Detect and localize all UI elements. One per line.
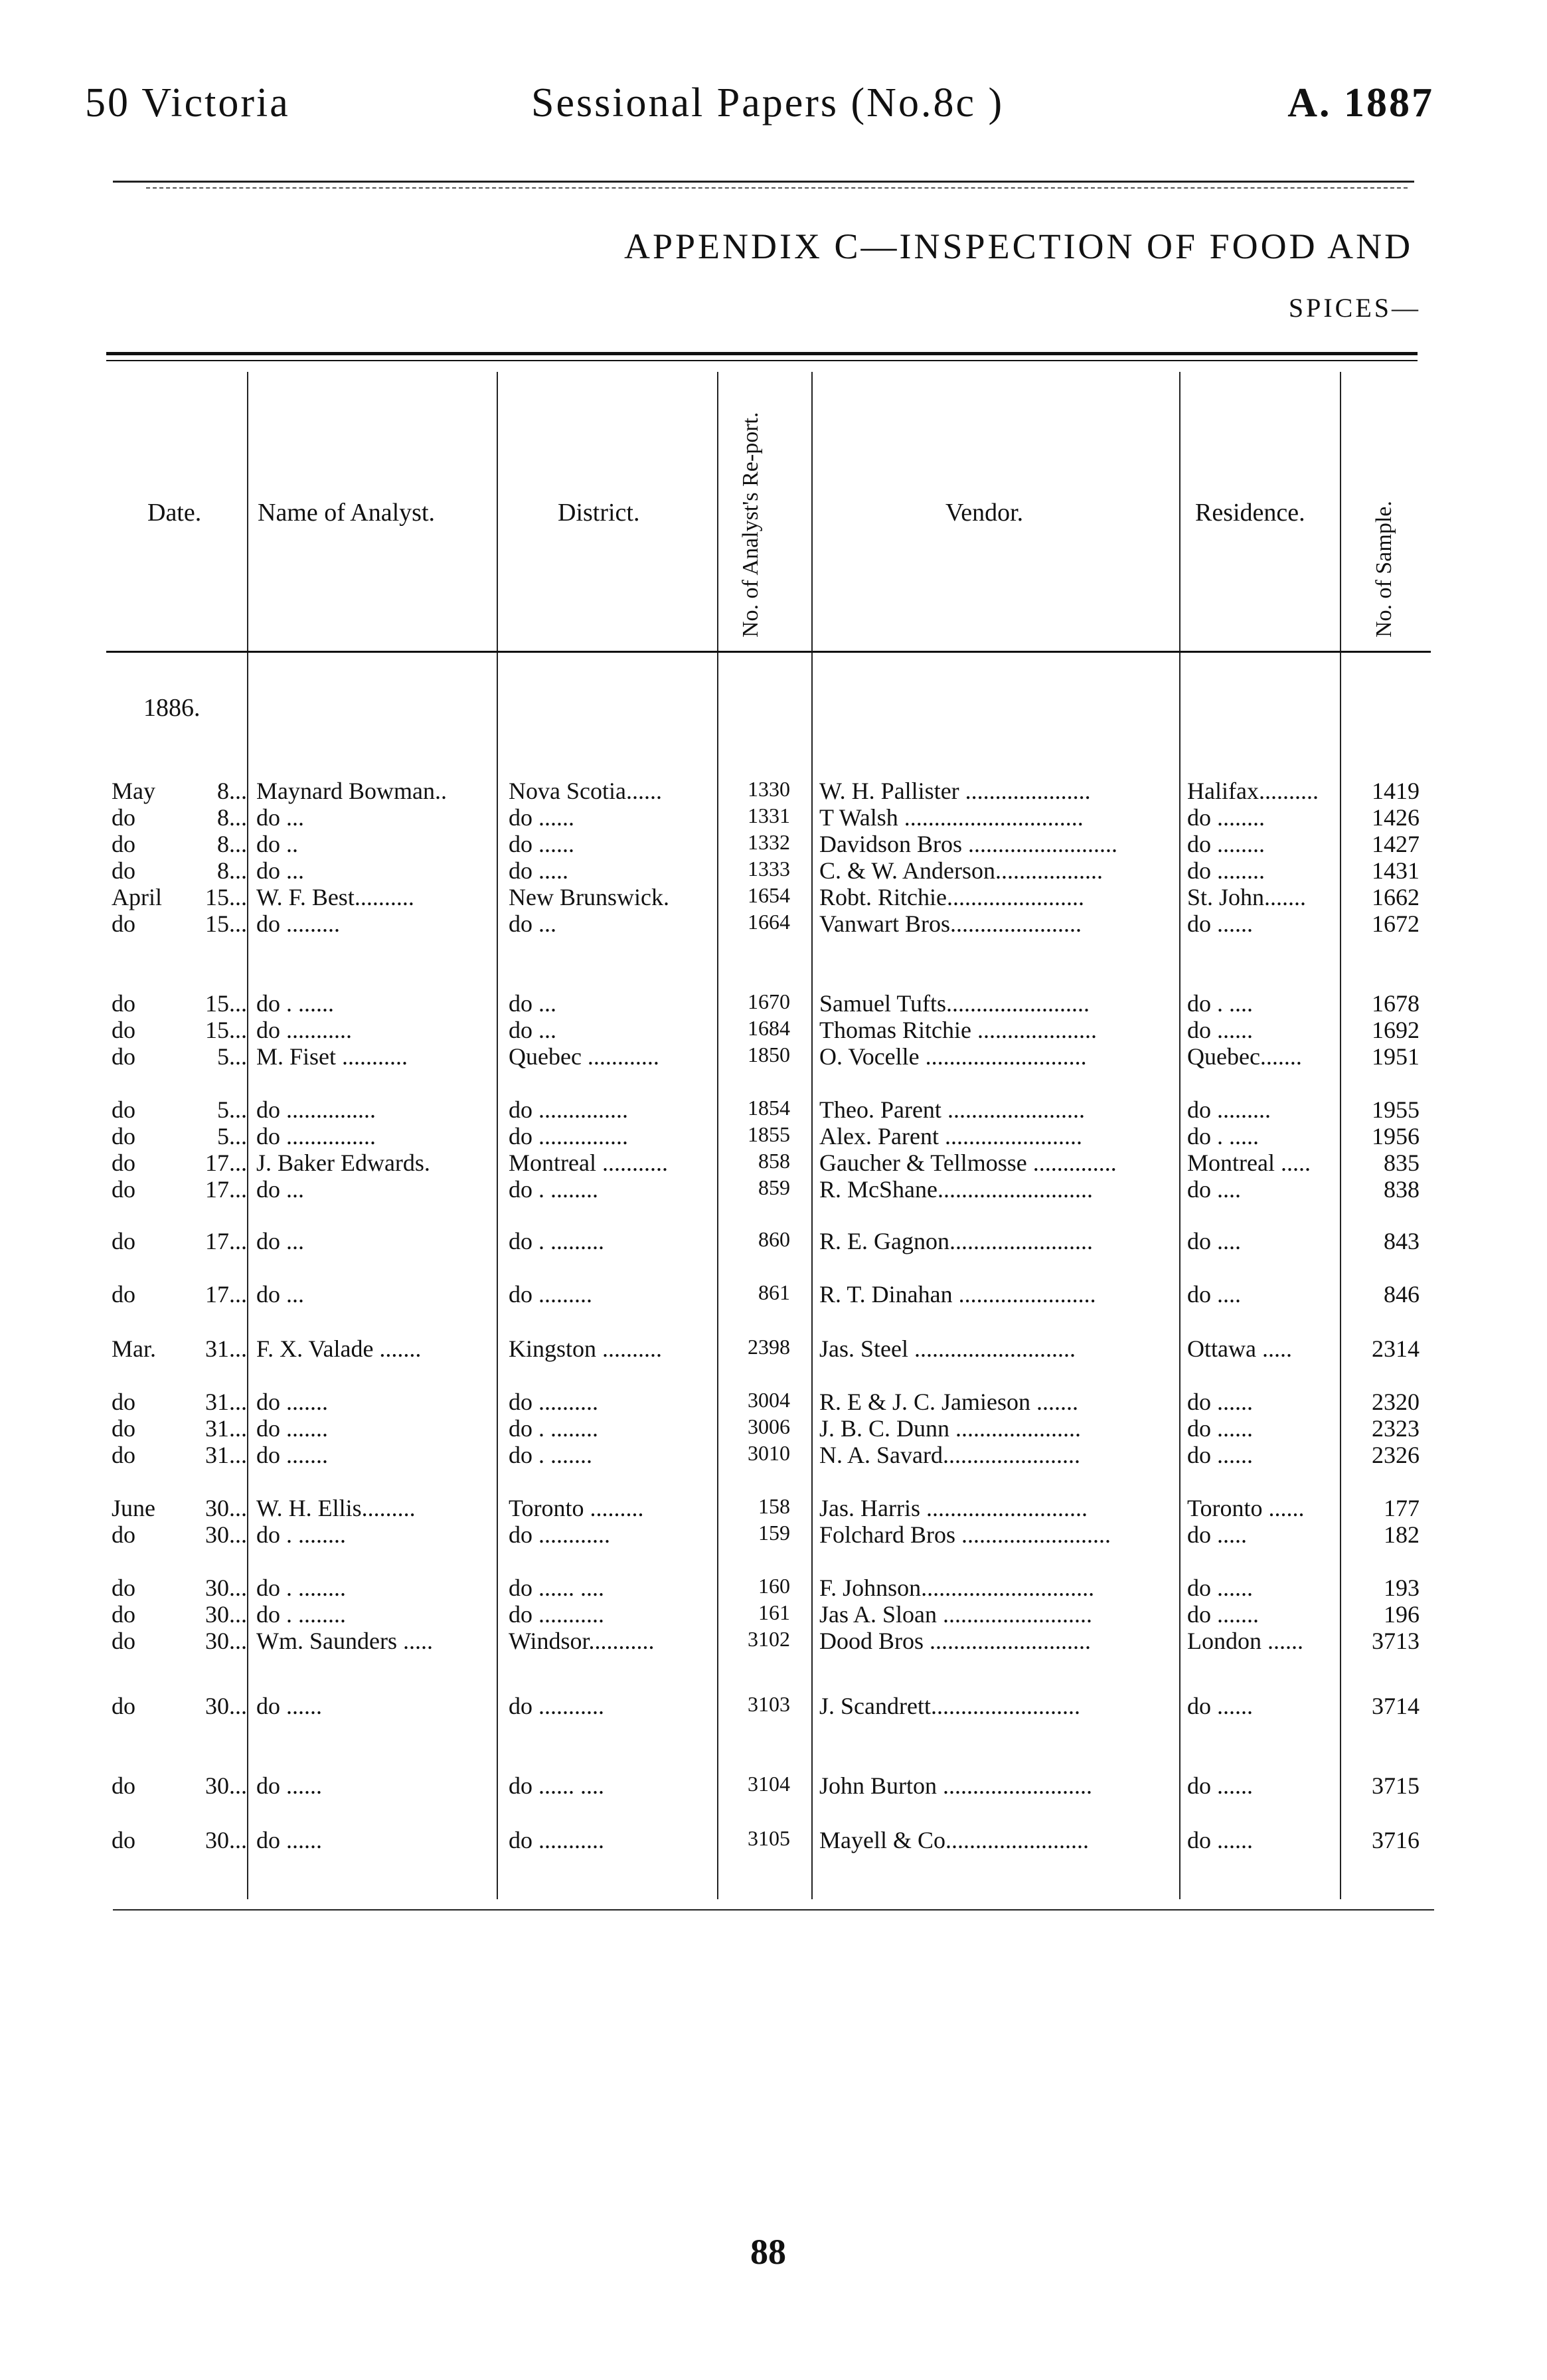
cell-sample-number: 182 — [1384, 1521, 1420, 1548]
cell-residence: do ....... — [1187, 1601, 1259, 1628]
cell-vendor: John Burton ......................... — [819, 1772, 1093, 1799]
cell-residence: do ...... — [1187, 1389, 1253, 1415]
cell-vendor: Thomas Ritchie .................... — [819, 1017, 1097, 1043]
table-row — [0, 1521, 1547, 1549]
cell-date-day: 5... — [217, 1043, 247, 1070]
cell-date-month: do — [112, 1281, 135, 1308]
cell-report-number: 1855 — [748, 1122, 790, 1146]
cell-sample-number: 1672 — [1372, 910, 1420, 937]
table-top-rule-thin — [106, 360, 1418, 361]
table-row — [0, 1627, 1547, 1655]
cell-sample-number: 3714 — [1372, 1693, 1420, 1719]
cell-report-number: 859 — [758, 1175, 790, 1199]
appendix-title: APPENDIX C—INSPECTION OF FOOD AND — [624, 226, 1414, 266]
cell-date-month: do — [112, 1228, 135, 1254]
table-bottom-rule — [113, 1909, 1434, 1911]
cell-date-month: do — [112, 1574, 135, 1601]
cell-residence: do . .... — [1187, 990, 1253, 1017]
table-row — [0, 1043, 1547, 1070]
table-row — [0, 1692, 1547, 1720]
cell-residence: Halifax.......... — [1187, 778, 1319, 804]
cell-date-month: do — [112, 1149, 135, 1176]
cell-date-day: 5... — [217, 1123, 247, 1149]
cell-vendor: Gaucher & Tellmosse .............. — [819, 1149, 1117, 1176]
cell-sample-number: 193 — [1384, 1574, 1420, 1601]
table-row — [0, 1122, 1547, 1150]
cell-report-number: 1330 — [748, 777, 790, 801]
header-rule — [113, 181, 1414, 183]
cell-date-month: do — [112, 1521, 135, 1548]
cell-date-day: 17... — [205, 1228, 247, 1254]
cell-residence: do .... — [1187, 1176, 1241, 1203]
cell-analyst-name: do ......... — [256, 910, 340, 937]
cell-residence: do ...... — [1187, 1574, 1253, 1601]
header-district: District. — [558, 499, 640, 527]
table-row — [0, 1227, 1547, 1255]
cell-district: do ............... — [509, 1123, 628, 1149]
cell-sample-number: 1955 — [1372, 1096, 1420, 1123]
table-row — [0, 883, 1547, 911]
cell-date-day: 30... — [205, 1521, 247, 1548]
cell-report-number: 3104 — [748, 1772, 790, 1796]
table-row — [0, 857, 1547, 885]
cell-date-day: 31... — [205, 1442, 247, 1468]
cell-analyst-name: do . ........ — [256, 1574, 346, 1601]
cell-analyst-name: do . ...... — [256, 990, 334, 1017]
cell-residence: do ......... — [1187, 1096, 1271, 1123]
cell-district: do ...... — [509, 831, 574, 857]
cell-vendor: R. E. Gagnon........................ — [819, 1228, 1093, 1254]
cell-report-number: 1331 — [748, 804, 790, 827]
cell-report-number: 159 — [758, 1521, 790, 1545]
cell-date-day: 30... — [205, 1574, 247, 1601]
header-rule-dashed — [146, 187, 1408, 189]
cell-analyst-name: W. F. Best.......... — [256, 884, 414, 910]
cell-vendor: J. Scandrett......................... — [819, 1693, 1080, 1719]
cell-residence: do ...... — [1187, 1442, 1253, 1468]
cell-analyst-name: do ... — [256, 1176, 304, 1203]
cell-vendor: W. H. Pallister ..................... — [819, 778, 1091, 804]
header-report-number: No. of Analyst's Re-port. — [738, 412, 763, 638]
cell-date-day: 8... — [217, 804, 247, 831]
cell-date-month: do — [112, 1628, 135, 1654]
cell-date-day: 17... — [205, 1176, 247, 1203]
cell-analyst-name: do ... — [256, 1281, 304, 1308]
cell-vendor: R. T. Dinahan ....................... — [819, 1281, 1096, 1308]
cell-report-number: 1664 — [748, 910, 790, 934]
cell-date-day: 17... — [205, 1281, 247, 1308]
cell-sample-number: 846 — [1384, 1281, 1420, 1308]
cell-date-day: 8... — [217, 831, 247, 857]
cell-analyst-name: W. H. Ellis......... — [256, 1495, 416, 1521]
cell-date-day: 15... — [205, 1017, 247, 1043]
cell-analyst-name: do ...... — [256, 1772, 322, 1799]
cell-district: Toronto ......... — [509, 1495, 644, 1521]
cell-sample-number: 1956 — [1372, 1123, 1420, 1149]
cell-date-day: 30... — [205, 1772, 247, 1799]
cell-date-month: do — [112, 1693, 135, 1719]
cell-report-number: 2398 — [748, 1335, 790, 1359]
cell-sample-number: 1951 — [1372, 1043, 1420, 1070]
cell-sample-number: 2314 — [1372, 1335, 1420, 1362]
cell-sample-number: 1678 — [1372, 990, 1420, 1017]
cell-date-month: do — [112, 990, 135, 1017]
header-analyst: Name of Analyst. — [258, 499, 436, 527]
cell-report-number: 161 — [758, 1600, 790, 1624]
cell-sample-number: 2326 — [1372, 1442, 1420, 1468]
cell-vendor: Davidson Bros ......................... — [819, 831, 1117, 857]
cell-vendor: R. E & J. C. Jamieson ....... — [819, 1389, 1079, 1415]
cell-date-month: do — [112, 831, 135, 857]
cell-residence: do ..... — [1187, 1521, 1247, 1548]
cell-district: do . ......... — [509, 1228, 604, 1254]
cell-sample-number: 1427 — [1372, 831, 1420, 857]
running-head — [0, 80, 1547, 133]
cell-residence: do ...... — [1187, 1017, 1253, 1043]
table-row — [0, 1388, 1547, 1416]
cell-date-month: do — [112, 1176, 135, 1203]
cell-residence: do ...... — [1187, 1772, 1253, 1799]
cell-analyst-name: Maynard Bowman.. — [256, 778, 447, 804]
table-row — [0, 777, 1547, 805]
cell-residence: do . ..... — [1187, 1123, 1259, 1149]
cell-vendor: Mayell & Co........................ — [819, 1827, 1089, 1853]
cell-date-month: do — [112, 1123, 135, 1149]
cell-report-number: 3105 — [748, 1826, 790, 1850]
year-label: 1886. — [143, 694, 201, 722]
cell-district: do . ........ — [509, 1415, 598, 1442]
cell-report-number: 3010 — [748, 1441, 790, 1465]
table-row — [0, 1414, 1547, 1442]
cell-sample-number: 2323 — [1372, 1415, 1420, 1442]
cell-district: do . ........ — [509, 1176, 598, 1203]
page-number: 88 — [750, 2232, 786, 2272]
cell-residence: do ...... — [1187, 1827, 1253, 1853]
cell-date-month: do — [112, 804, 135, 831]
cell-report-number: 3102 — [748, 1627, 790, 1651]
cell-analyst-name: do ... — [256, 804, 304, 831]
cell-district: do ... — [509, 1017, 556, 1043]
header-sample-number: No. of Sample. — [1372, 501, 1396, 638]
cell-report-number: 861 — [758, 1280, 790, 1304]
cell-report-number: 1332 — [748, 830, 790, 854]
cell-report-number: 1670 — [748, 989, 790, 1013]
cell-vendor: R. McShane.......................... — [819, 1176, 1093, 1203]
cell-vendor: C. & W. Anderson.................. — [819, 857, 1103, 884]
cell-residence: do ........ — [1187, 857, 1265, 884]
cell-residence: do ...... — [1187, 910, 1253, 937]
cell-district: Montreal ........... — [509, 1149, 668, 1176]
table-row — [0, 1280, 1547, 1308]
cell-report-number: 1850 — [748, 1043, 790, 1066]
cell-sample-number: 177 — [1384, 1495, 1420, 1521]
cell-residence: Toronto ...... — [1187, 1495, 1305, 1521]
cell-vendor: Folchard Bros ......................... — [819, 1521, 1111, 1548]
cell-district: New Brunswick. — [509, 884, 669, 910]
cell-date-day: 15... — [205, 910, 247, 937]
cell-analyst-name: do ............... — [256, 1096, 376, 1123]
cell-district: do ...... — [509, 804, 574, 831]
cell-date-month: do — [112, 910, 135, 937]
cell-date-month: do — [112, 1827, 135, 1853]
cell-vendor: Jas A. Sloan ......................... — [819, 1601, 1093, 1628]
running-head-year: A. 1887 — [1287, 80, 1434, 126]
cell-report-number: 160 — [758, 1574, 790, 1598]
cell-analyst-name: do ... — [256, 857, 304, 884]
cell-report-number: 1854 — [748, 1096, 790, 1120]
cell-report-number: 3103 — [748, 1692, 790, 1716]
cell-sample-number: 3715 — [1372, 1772, 1420, 1799]
table-row — [0, 1441, 1547, 1469]
cell-analyst-name: J. Baker Edwards. — [256, 1149, 430, 1176]
cell-sample-number: 196 — [1384, 1601, 1420, 1628]
appendix-subtitle: SPICES— — [1288, 293, 1421, 323]
cell-vendor: F. Johnson............................. — [819, 1574, 1095, 1601]
running-head-title: Sessional Papers (No.8c ) — [531, 80, 1005, 126]
cell-report-number: 1654 — [748, 883, 790, 907]
table-row — [0, 1096, 1547, 1124]
cell-sample-number: 1662 — [1372, 884, 1420, 910]
cell-report-number: 858 — [758, 1149, 790, 1173]
cell-date-month: do — [112, 1415, 135, 1442]
cell-report-number: 1684 — [748, 1016, 790, 1040]
cell-date-month: do — [112, 857, 135, 884]
cell-vendor: T Walsh .............................. — [819, 804, 1084, 831]
cell-vendor: Theo. Parent ....................... — [819, 1096, 1085, 1123]
cell-vendor: Dood Bros ........................... — [819, 1628, 1092, 1654]
cell-date-month: Mar. — [112, 1335, 156, 1362]
cell-date-month: May — [112, 778, 155, 804]
header-bottom-rule — [106, 651, 1431, 653]
cell-sample-number: 3716 — [1372, 1827, 1420, 1853]
table-row — [0, 1772, 1547, 1800]
table-row — [0, 1016, 1547, 1044]
cell-analyst-name: do ....... — [256, 1442, 328, 1468]
cell-vendor: Jas. Harris ........................... — [819, 1495, 1088, 1521]
cell-district: Kingston .......... — [509, 1335, 663, 1362]
cell-district: do ............... — [509, 1096, 628, 1123]
cell-sample-number: 1692 — [1372, 1017, 1420, 1043]
cell-analyst-name: do . ........ — [256, 1601, 346, 1628]
cell-report-number: 158 — [758, 1494, 790, 1518]
cell-district: Nova Scotia...... — [509, 778, 662, 804]
cell-residence: St. John....... — [1187, 884, 1307, 910]
cell-district: do ........... — [509, 1601, 604, 1628]
cell-date-day: 31... — [205, 1335, 247, 1362]
cell-sample-number: 2320 — [1372, 1389, 1420, 1415]
cell-district: do ........... — [509, 1693, 604, 1719]
cell-analyst-name: F. X. Valade ....... — [256, 1335, 422, 1362]
cell-vendor: Alex. Parent ....................... — [819, 1123, 1082, 1149]
cell-report-number: 3006 — [748, 1414, 790, 1438]
cell-analyst-name: do ... — [256, 1228, 304, 1254]
table-row — [0, 910, 1547, 938]
cell-date-day: 30... — [205, 1495, 247, 1521]
cell-date-day: 8... — [217, 857, 247, 884]
cell-date-month: do — [112, 1043, 135, 1070]
table-row — [0, 1574, 1547, 1602]
cell-residence: Ottawa ..... — [1187, 1335, 1292, 1362]
cell-date-month: do — [112, 1772, 135, 1799]
table-row — [0, 1335, 1547, 1363]
cell-date-month: do — [112, 1389, 135, 1415]
cell-vendor: J. B. C. Dunn ..................... — [819, 1415, 1082, 1442]
cell-date-month: do — [112, 1017, 135, 1043]
table-row — [0, 989, 1547, 1017]
cell-residence: London ...... — [1187, 1628, 1303, 1654]
cell-sample-number: 1431 — [1372, 857, 1420, 884]
cell-date-day: 31... — [205, 1389, 247, 1415]
cell-district: Quebec ............ — [509, 1043, 659, 1070]
cell-analyst-name: do .. — [256, 831, 298, 857]
cell-district: do ..... — [509, 857, 568, 884]
table-top-rule — [106, 352, 1418, 355]
cell-report-number: 860 — [758, 1227, 790, 1251]
table-row — [0, 1175, 1547, 1203]
cell-residence: do ........ — [1187, 804, 1265, 831]
cell-report-number: 3004 — [748, 1388, 790, 1412]
cell-district: Windsor........... — [509, 1628, 655, 1654]
cell-sample-number: 838 — [1384, 1176, 1420, 1203]
table-row — [0, 1826, 1547, 1854]
cell-date-day: 15... — [205, 990, 247, 1017]
cell-residence: do ...... — [1187, 1693, 1253, 1719]
table-row — [0, 804, 1547, 831]
cell-date-day: 30... — [205, 1827, 247, 1853]
cell-date-day: 15... — [205, 884, 247, 910]
cell-date-month: do — [112, 1601, 135, 1628]
cell-vendor: O. Vocelle ........................... — [819, 1043, 1087, 1070]
cell-date-day: 30... — [205, 1693, 247, 1719]
cell-residence: Montreal ..... — [1187, 1149, 1311, 1176]
cell-date-day: 30... — [205, 1601, 247, 1628]
cell-vendor: Robt. Ritchie....................... — [819, 884, 1084, 910]
cell-sample-number: 3713 — [1372, 1628, 1420, 1654]
cell-residence: do .... — [1187, 1228, 1241, 1254]
cell-date-month: April — [112, 884, 162, 910]
table-row — [0, 1600, 1547, 1628]
cell-vendor: N. A. Savard....................... — [819, 1442, 1080, 1468]
cell-date-day: 31... — [205, 1415, 247, 1442]
cell-sample-number: 835 — [1384, 1149, 1420, 1176]
cell-district: do . ....... — [509, 1442, 592, 1468]
cell-residence: do ...... — [1187, 1415, 1253, 1442]
header-residence: Residence. — [1195, 499, 1305, 527]
cell-date-day: 17... — [205, 1149, 247, 1176]
table-row — [0, 1494, 1547, 1522]
cell-district: do ............ — [509, 1521, 610, 1548]
cell-district: do ...... .... — [509, 1772, 604, 1799]
cell-sample-number: 1419 — [1372, 778, 1420, 804]
cell-sample-number: 843 — [1384, 1228, 1420, 1254]
cell-date-day: 30... — [205, 1628, 247, 1654]
cell-analyst-name: Wm. Saunders ..... — [256, 1628, 433, 1654]
header-date: Date. — [147, 499, 202, 527]
cell-district: do .......... — [509, 1389, 598, 1415]
cell-vendor: Jas. Steel ........................... — [819, 1335, 1076, 1362]
table-row — [0, 830, 1547, 858]
cell-vendor: Samuel Tufts........................ — [819, 990, 1090, 1017]
cell-residence: Quebec....... — [1187, 1043, 1302, 1070]
cell-analyst-name: do ........... — [256, 1017, 352, 1043]
cell-analyst-name: M. Fiset ........... — [256, 1043, 408, 1070]
cell-sample-number: 1426 — [1372, 804, 1420, 831]
cell-analyst-name: do ...... — [256, 1827, 322, 1853]
cell-analyst-name: do ...... — [256, 1693, 322, 1719]
cell-analyst-name: do ....... — [256, 1415, 328, 1442]
cell-analyst-name: do ....... — [256, 1389, 328, 1415]
cell-analyst-name: do . ........ — [256, 1521, 346, 1548]
cell-report-number: 1333 — [748, 857, 790, 881]
cell-district: do ......... — [509, 1281, 592, 1308]
cell-district: do ... — [509, 990, 556, 1017]
running-head-volume: 50 Victoria — [85, 80, 290, 126]
cell-vendor: Vanwart Bros...................... — [819, 910, 1082, 937]
cell-district: do ........... — [509, 1827, 604, 1853]
header-vendor: Vendor. — [945, 499, 1024, 527]
cell-residence: do ........ — [1187, 831, 1265, 857]
cell-date-day: 5... — [217, 1096, 247, 1123]
cell-date-day: 8... — [217, 778, 247, 804]
table-row — [0, 1149, 1547, 1177]
cell-date-month: do — [112, 1442, 135, 1468]
cell-analyst-name: do ............... — [256, 1123, 376, 1149]
cell-district: do ... — [509, 910, 556, 937]
cell-residence: do .... — [1187, 1281, 1241, 1308]
cell-district: do ...... .... — [509, 1574, 604, 1601]
cell-date-month: June — [112, 1495, 155, 1521]
cell-date-month: do — [112, 1096, 135, 1123]
